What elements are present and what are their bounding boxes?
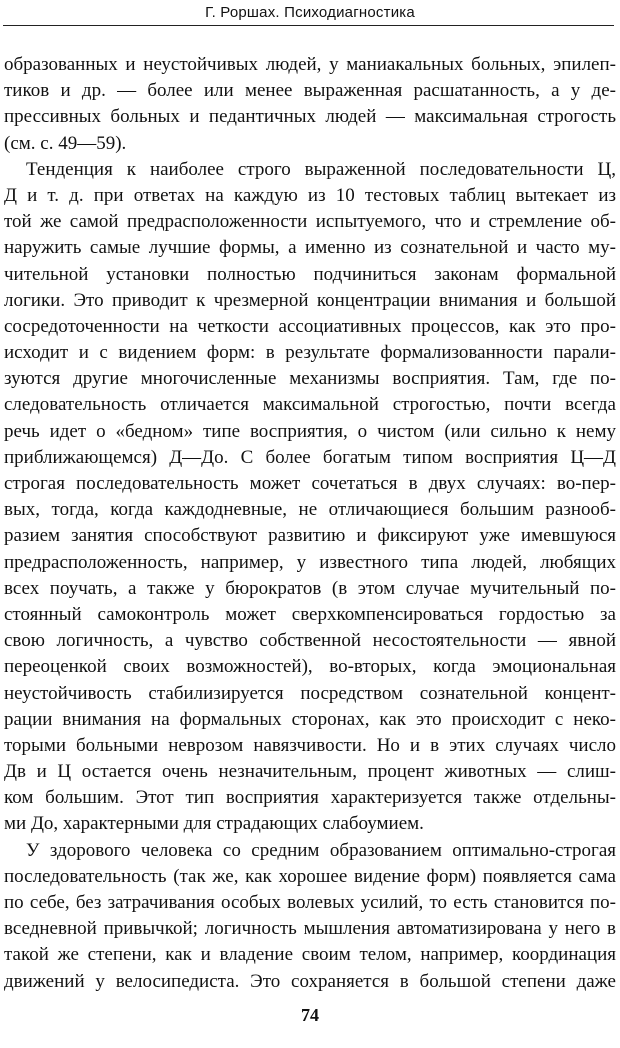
text-line: чительной установки полностью подчиниться законам формальной (4, 263, 616, 285)
text-line: Дв и Ц остается очень незначительным, процент животных — слиш- (4, 761, 616, 783)
text-line: У здорового человека со средним образованием оптимально-строгая (26, 839, 616, 861)
text-line: предрасположенность, например, у известного типа людей, любящих (4, 551, 616, 573)
text-line: вых, тогда, когда каждодневные, не отличающиеся большим разнооб- (4, 499, 616, 521)
text-line: всех поучать, а также у бюрократов (в этом случае мучительный по- (4, 577, 616, 599)
text-line: зуются другие многочисленные механизмы восприятия. Там, где по- (4, 368, 616, 390)
paragraph (4, 838, 616, 995)
running-header (0, 0, 620, 36)
text-line: движений у велосипедиста. Это сохраняется в большой степени даже (4, 970, 616, 992)
text-line: строгая последовательность может сочетаться в двух случаях: во-пер- (4, 473, 616, 494)
text-line: прессивных больных и педантичных людей — максимальная строгость (4, 106, 616, 128)
text-line: свою логичность, а чувство собственной несостоятельности — явной (4, 630, 616, 652)
text-line: следовательность отличается максимальной строгостью, почти всегда (4, 394, 616, 416)
text-line: той же самой предрасположенности испытуемого, что и стремление об- (4, 211, 616, 233)
page-body (4, 52, 616, 995)
text-line: ком большим. Этот тип восприятия характеризуется также отдельны- (4, 787, 616, 809)
text-line: вседневной привычкой; логичность мышления автоматизирована у него в (4, 918, 616, 940)
text-line: образованных и неустойчивых людей, у маниакальных больных, эпилеп- (4, 54, 616, 75)
header-rule (3, 25, 614, 26)
text-line: речь идет о «бедном» типе восприятия, о чистом (или сильно к нему (4, 420, 616, 442)
text-line: переоценкой своих возможностей), во-вторых, когда эмоциональная (4, 656, 616, 678)
text-line: последовательность (так же, как хорошее видение форм) появляется сама (4, 865, 616, 887)
text-line: сосредоточенности на четкости ассоциативных процессов, как это про- (4, 315, 616, 337)
text-line: наружить самые лучшие формы, а именно из сознательной и часто му- (4, 237, 616, 259)
text-line: такой же степени, как и владение своим телом, например, координация (4, 944, 616, 966)
text-line: торыми больными неврозом навязчивости. Но и в этих случаях число (4, 734, 616, 756)
page-number: 74 (301, 1005, 319, 1025)
text-line: неустойчивость стабилизируется посредством сознательной концент- (4, 682, 616, 704)
text-line: стоянный самоконтроль может сверхкомпенсироваться гордостью за (4, 603, 616, 625)
paragraph (4, 52, 616, 157)
text-line: Тенденция к наиболее строго выраженной последовательности Ц, (26, 158, 616, 180)
text-line: рации внимания на формальных сторонах, как это происходит с неко- (4, 708, 616, 730)
text-line: Д и т. д. при ответах на каждую из 10 тестовых таблиц вытекает из (4, 184, 616, 206)
paragraph (4, 157, 616, 838)
text-line: тиков и др. — более или менее выраженная расшатанность, а у де- (4, 80, 616, 102)
text-line: (см. с. 49—59). (4, 132, 127, 154)
text-line: разием занятия способствуют развитию и фиксируют уже имевшуюся (4, 525, 616, 547)
text-line: логики. Это приводит к чрезмерной концентрации внимания и большой (4, 289, 616, 311)
text-line: ми До, характерными для страдающих слабоумием. (4, 813, 424, 835)
text-line: по себе, без затрачивания особых волевых усилий, то есть становится по- (4, 892, 616, 913)
header-title: Г. Роршах. Психодиагностика (205, 4, 415, 21)
text-line: приближающемся) Д—До. С более богатым типом восприятия Ц—Д (4, 446, 616, 468)
text-line: исходит и с видением форм: в результате формализованности парали- (4, 342, 616, 364)
